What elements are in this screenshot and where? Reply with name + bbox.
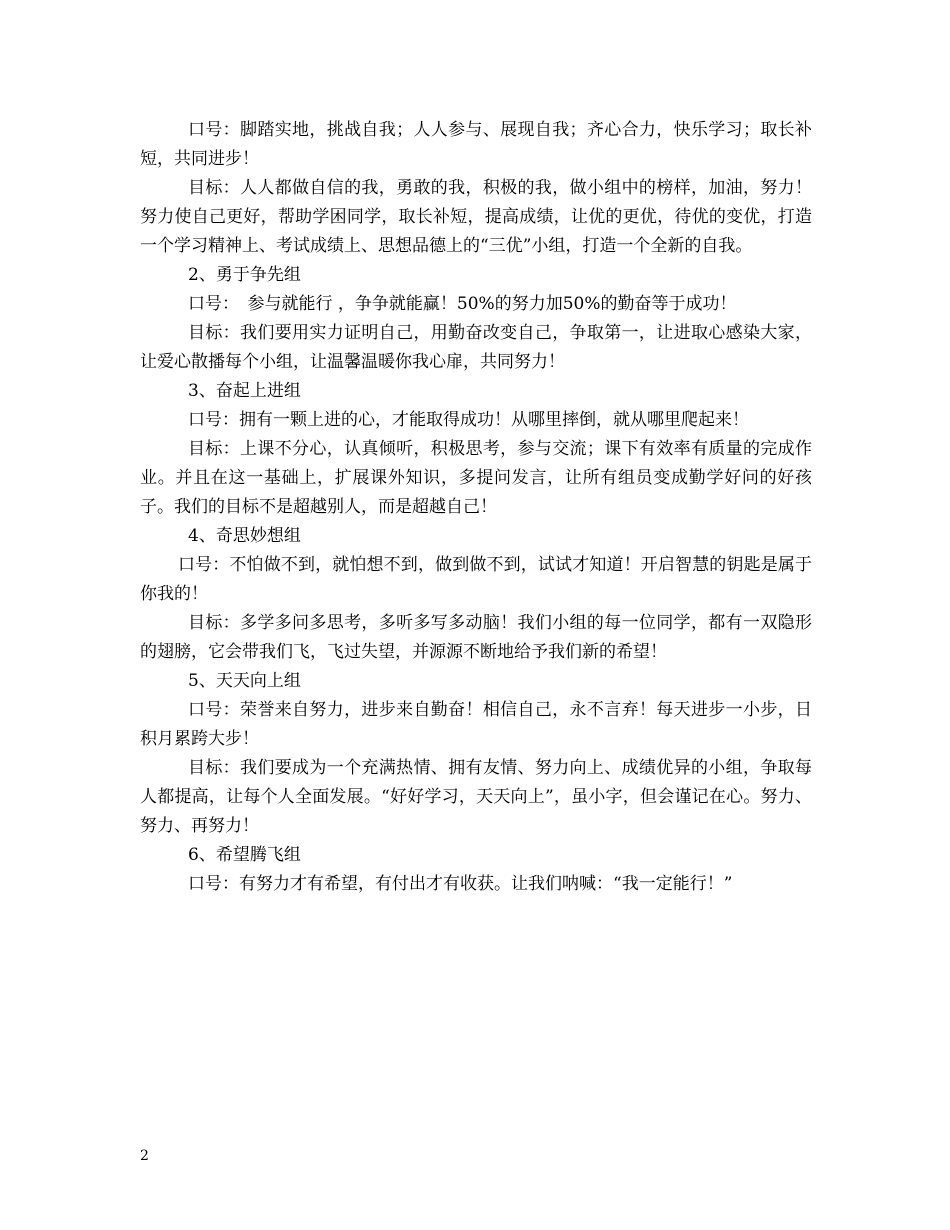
page-number: 2 [140, 1148, 149, 1164]
heading-group-4: 4、奇思妙想组 [188, 526, 301, 546]
heading-group-2: 2、勇于争先组 [188, 265, 301, 285]
paragraph-goal-1: 目标：人人都做自信的我，勇敢的我，积极的我，做小组中的榜样，加油，努力！努力使自己更好，帮助学困同学，取长补短，提高成绩，让优的更优，待优的变优，打造一个学习精神上、考试成绩上、思想品德上的“三优”小组，打造一个全新的自我。 [140, 178, 812, 256]
paragraph-goal-2: 目标：我们要用实力证明自己，用勤奋改变自己，争取第一，让进取心感染大家，让爱心散播每个小组，让温馨温暖你我心扉，共同努力！ [140, 323, 812, 372]
paragraph-goal-5: 目标：我们要成为一个充满热情、拥有友情、努力向上、成绩优异的小组，争取每人都提高，让每个人全面发展。“好好学习，天天向上”，虽小字，但会谨记在心。努力、努力、再努力！ [140, 758, 812, 836]
heading-group-5: 5、天天向上组 [188, 671, 301, 691]
heading-group-6: 6、希望腾飞组 [188, 845, 301, 865]
paragraph-slogan-1: 口号：脚踏实地，挑战自我；人人参与、展现自我；齐心合力，快乐学习；取长补短，共同进步！ [140, 120, 812, 169]
paragraph-goal-4: 目标：多学多问多思考，多听多写多动脑！我们小组的每一位同学，都有一双隐形的翅膀，它会带我们飞，飞过失望，并源源不断地给予我们新的希望！ [140, 613, 812, 662]
paragraph-slogan-3: 口号：拥有一颗上进的心，才能取得成功！从哪里摔倒，就从哪里爬起来！ [188, 410, 749, 430]
heading-group-3: 3、奋起上进组 [188, 381, 301, 401]
paragraph-slogan-2: 口号： 参与就能行 ，争争就能赢！50%的努力加50%的勤奋等于成功！ [188, 294, 737, 314]
paragraph-goal-3: 目标：上课不分心，认真倾听，积极思考，参与交流；课下有效率有质量的完成作业。并且在这一基础上，扩展课外知识，多提问发言，让所有组员变成勤学好问的好孩子。我们的目标不是超越别人，而是超越自己！ [140, 439, 812, 517]
paragraph-slogan-6: 口号：有努力才有希望，有付出才有收获。让我们呐喊：“我一定能行！” [188, 874, 733, 894]
paragraph-slogan-4: 口号：不怕做不到，就怕想不到，做到做不到，试试才知道！开启智慧的钥匙是属于你我的！ [140, 555, 812, 604]
body-text [140, 116, 812, 899]
paragraph-slogan-5: 口号：荣誉来自努力，进步来自勤奋！相信自己，永不言弃！每天进步一小步，日积月累跨大步！ [140, 700, 812, 749]
